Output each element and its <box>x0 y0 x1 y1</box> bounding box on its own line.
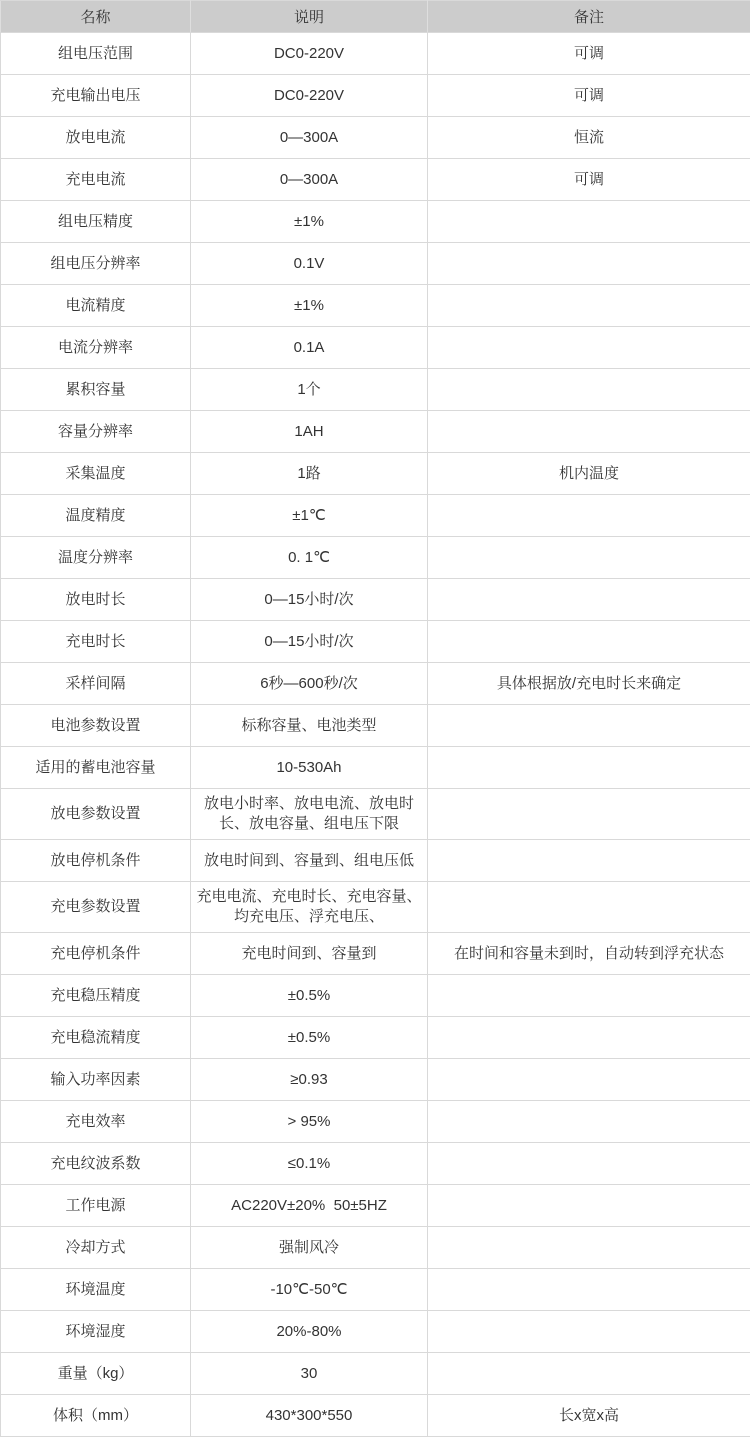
cell-description: 430*300*550 <box>191 1395 428 1437</box>
cell-description: 30 <box>191 1353 428 1395</box>
cell-name: 重量（kg） <box>1 1353 191 1395</box>
cell-remark <box>428 537 750 579</box>
table-row <box>1 33 750 75</box>
cell-remark <box>428 1059 750 1101</box>
cell-name: 环境温度 <box>1 1269 191 1311</box>
cell-name: 温度精度 <box>1 495 191 537</box>
cell-remark <box>428 1143 750 1185</box>
cell-name: 充电效率 <box>1 1101 191 1143</box>
cell-description: ±1% <box>191 285 428 327</box>
cell-name: 放电参数设置 <box>1 789 191 840</box>
cell-remark: 在时间和容量未到时，自动转到浮充状态 <box>428 933 750 975</box>
cell-name: 组电压范围 <box>1 33 191 75</box>
cell-remark: 可调 <box>428 159 750 201</box>
cell-name: 充电时长 <box>1 621 191 663</box>
table-body <box>1 33 750 1437</box>
cell-description: ±0.5% <box>191 1017 428 1059</box>
cell-description: 标称容量、电池类型 <box>191 705 428 747</box>
cell-remark <box>428 705 750 747</box>
header-row <box>1 1 750 33</box>
cell-remark <box>428 369 750 411</box>
table-row <box>1 1185 750 1227</box>
cell-name: 环境湿度 <box>1 1311 191 1353</box>
cell-remark <box>428 789 750 840</box>
table-row <box>1 117 750 159</box>
cell-description: 0—15小时/次 <box>191 621 428 663</box>
table-row <box>1 285 750 327</box>
cell-description: ±1℃ <box>191 495 428 537</box>
cell-name: 容量分辨率 <box>1 411 191 453</box>
cell-description: -10℃-50℃ <box>191 1269 428 1311</box>
cell-description: ±0.5% <box>191 975 428 1017</box>
header-remark: 备注 <box>428 1 750 33</box>
table-row <box>1 1353 750 1395</box>
cell-description: 充电时间到、容量到 <box>191 933 428 975</box>
table-row <box>1 789 750 840</box>
table-row <box>1 840 750 882</box>
cell-remark <box>428 882 750 933</box>
header-description: 说明 <box>191 1 428 33</box>
table-row <box>1 411 750 453</box>
table-row <box>1 537 750 579</box>
table-row <box>1 933 750 975</box>
cell-remark <box>428 327 750 369</box>
cell-description: 0.1V <box>191 243 428 285</box>
cell-remark <box>428 1185 750 1227</box>
cell-description: > 95% <box>191 1101 428 1143</box>
cell-name: 适用的蓄电池容量 <box>1 747 191 789</box>
cell-description: ≤0.1% <box>191 1143 428 1185</box>
cell-remark: 长x宽x高 <box>428 1395 750 1437</box>
cell-remark <box>428 243 750 285</box>
cell-name: 充电电流 <box>1 159 191 201</box>
cell-remark <box>428 1227 750 1269</box>
cell-remark <box>428 495 750 537</box>
cell-remark <box>428 1311 750 1353</box>
table-row <box>1 1143 750 1185</box>
table-row <box>1 1017 750 1059</box>
cell-remark <box>428 1353 750 1395</box>
cell-remark: 机内温度 <box>428 453 750 495</box>
cell-name: 充电参数设置 <box>1 882 191 933</box>
cell-description: 6秒—600秒/次 <box>191 663 428 705</box>
cell-remark <box>428 1269 750 1311</box>
header-name: 名称 <box>1 1 191 33</box>
cell-remark: 可调 <box>428 33 750 75</box>
cell-description: 10-530Ah <box>191 747 428 789</box>
table-row <box>1 705 750 747</box>
table-row <box>1 882 750 933</box>
cell-name: 累积容量 <box>1 369 191 411</box>
cell-description: 0—300A <box>191 159 428 201</box>
cell-description: 20%-80% <box>191 1311 428 1353</box>
table-row <box>1 201 750 243</box>
cell-remark <box>428 285 750 327</box>
cell-name: 放电停机条件 <box>1 840 191 882</box>
table-row <box>1 1395 750 1437</box>
cell-name: 电池参数设置 <box>1 705 191 747</box>
cell-remark <box>428 747 750 789</box>
cell-description: 1路 <box>191 453 428 495</box>
cell-description: 1个 <box>191 369 428 411</box>
cell-description: ±1% <box>191 201 428 243</box>
cell-name: 冷却方式 <box>1 1227 191 1269</box>
table-row <box>1 453 750 495</box>
cell-description: 0—15小时/次 <box>191 579 428 621</box>
cell-remark <box>428 201 750 243</box>
cell-remark <box>428 975 750 1017</box>
cell-name: 充电稳压精度 <box>1 975 191 1017</box>
cell-description: 强制风冷 <box>191 1227 428 1269</box>
table-row <box>1 1311 750 1353</box>
cell-remark <box>428 621 750 663</box>
cell-name: 温度分辨率 <box>1 537 191 579</box>
cell-name: 充电稳流精度 <box>1 1017 191 1059</box>
cell-name: 工作电源 <box>1 1185 191 1227</box>
cell-description: DC0-220V <box>191 75 428 117</box>
cell-description: 1AH <box>191 411 428 453</box>
table-row <box>1 663 750 705</box>
table-row <box>1 159 750 201</box>
cell-name: 体积（mm） <box>1 1395 191 1437</box>
table-row <box>1 747 750 789</box>
cell-remark <box>428 579 750 621</box>
cell-name: 组电压精度 <box>1 201 191 243</box>
cell-description: 充电电流、充电时长、充电容量、均充电压、浮充电压、 <box>191 882 428 933</box>
cell-name: 输入功率因素 <box>1 1059 191 1101</box>
cell-name: 电流分辨率 <box>1 327 191 369</box>
cell-description: 0.1A <box>191 327 428 369</box>
table-row <box>1 621 750 663</box>
cell-remark <box>428 840 750 882</box>
table-row <box>1 369 750 411</box>
cell-name: 放电电流 <box>1 117 191 159</box>
cell-name: 充电停机条件 <box>1 933 191 975</box>
table-row <box>1 327 750 369</box>
cell-description: DC0-220V <box>191 33 428 75</box>
table-row <box>1 75 750 117</box>
cell-remark <box>428 1101 750 1143</box>
table-row <box>1 975 750 1017</box>
table-row <box>1 1269 750 1311</box>
cell-name: 电流精度 <box>1 285 191 327</box>
table-row <box>1 495 750 537</box>
table-row <box>1 1227 750 1269</box>
table-row <box>1 243 750 285</box>
cell-description: 0—300A <box>191 117 428 159</box>
cell-description: 0. 1℃ <box>191 537 428 579</box>
cell-remark: 可调 <box>428 75 750 117</box>
cell-name: 充电纹波系数 <box>1 1143 191 1185</box>
table-row <box>1 1101 750 1143</box>
cell-name: 采集温度 <box>1 453 191 495</box>
cell-description: 放电时间到、容量到、组电压低 <box>191 840 428 882</box>
cell-remark <box>428 411 750 453</box>
table-row <box>1 579 750 621</box>
cell-name: 采样间隔 <box>1 663 191 705</box>
cell-description: AC220V±20% 50±5HZ <box>191 1185 428 1227</box>
table-row <box>1 1059 750 1101</box>
cell-remark <box>428 1017 750 1059</box>
cell-remark: 具体根据放/充电时长来确定 <box>428 663 750 705</box>
cell-name: 组电压分辨率 <box>1 243 191 285</box>
cell-description: ≥0.93 <box>191 1059 428 1101</box>
cell-remark: 恒流 <box>428 117 750 159</box>
cell-name: 放电时长 <box>1 579 191 621</box>
cell-name: 充电输出电压 <box>1 75 191 117</box>
cell-description: 放电小时率、放电电流、放电时长、放电容量、组电压下限 <box>191 789 428 840</box>
